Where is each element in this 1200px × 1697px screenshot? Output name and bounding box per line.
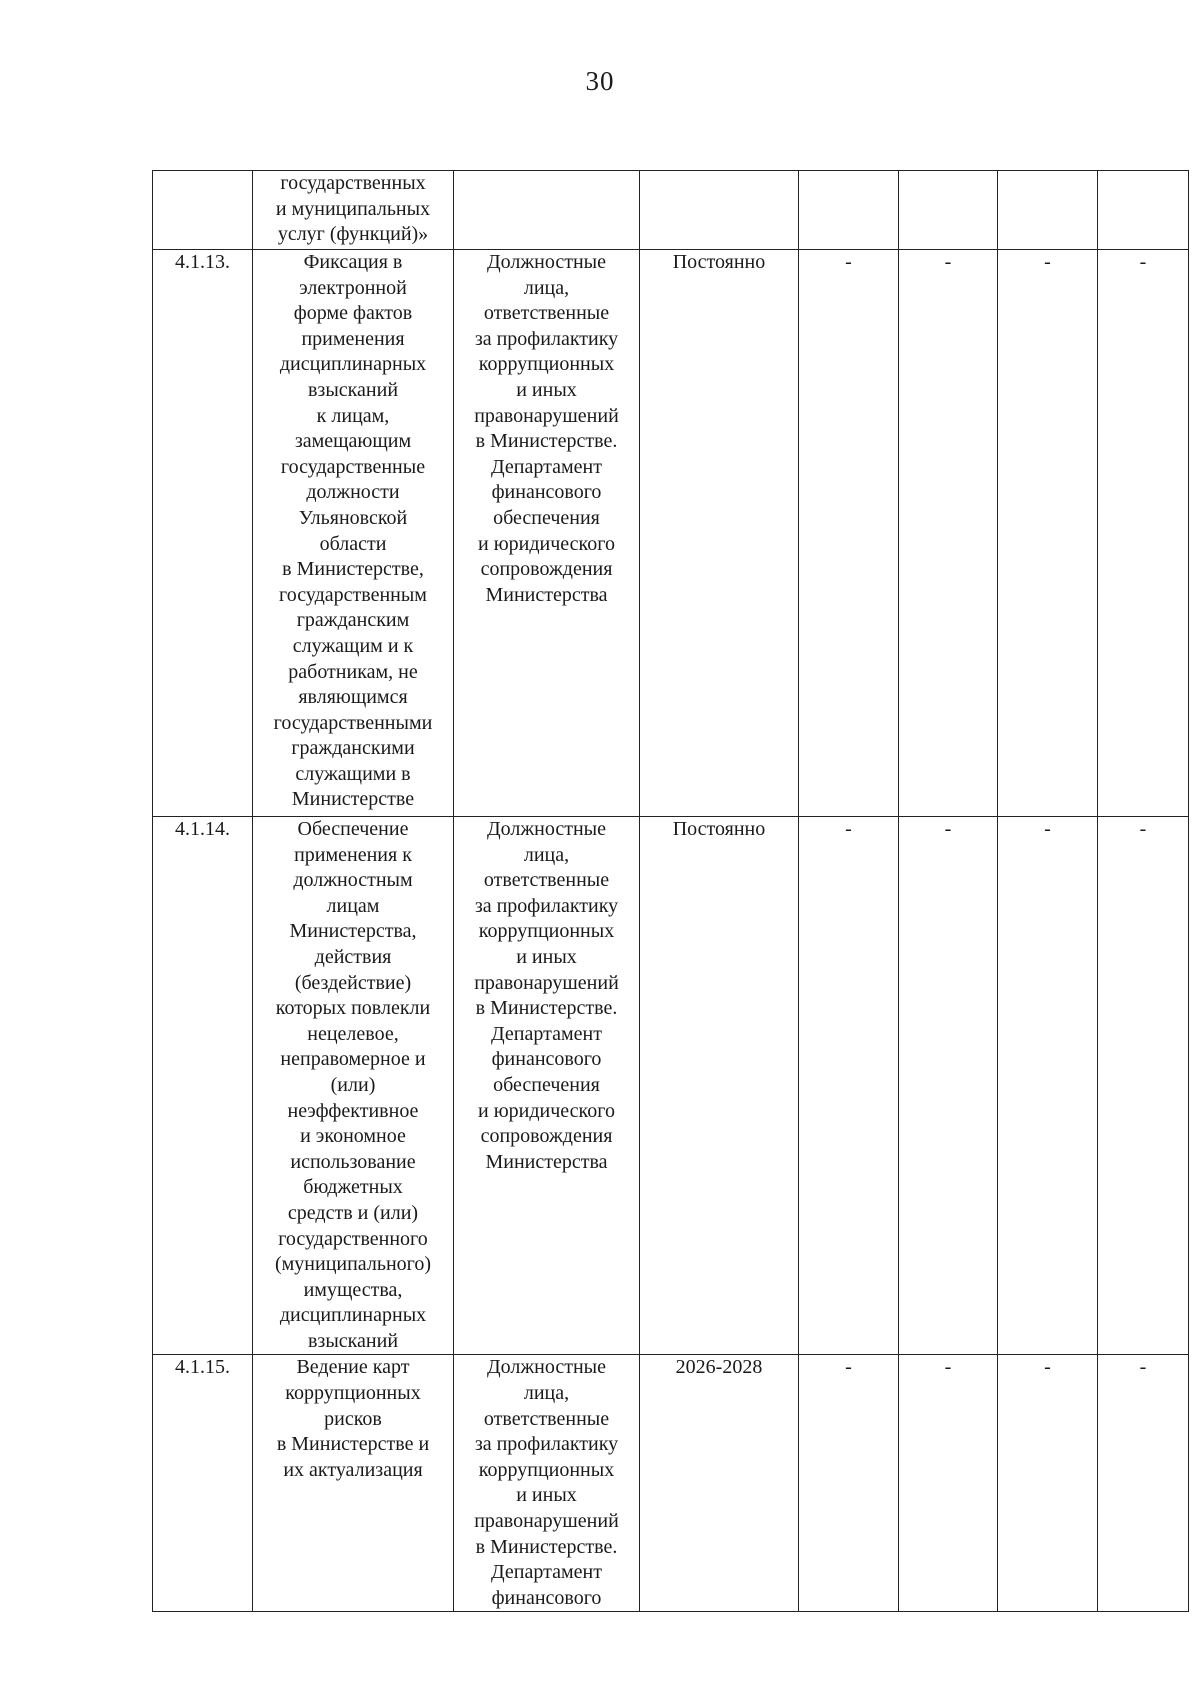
action-text: государственных и муниципальных услуг (функций)» bbox=[275, 172, 431, 246]
item-number: 4.1.14. bbox=[153, 817, 253, 1355]
responsible-text: Должностные лица, ответственные за профилактику коррупционных и иных правонарушений в Министерстве. Департамент финансового обеспечения и юридического сопровождения Министерства bbox=[474, 251, 619, 606]
measures-table bbox=[152, 170, 1189, 1612]
responsible-parties bbox=[454, 171, 640, 250]
action-text: Фиксация в электронной форме фактов применения дисциплинарных взысканий к лицам, замещающим государственные должности Ульяновской области в Министерстве, государственным гражданским служащим и к работникам, не являющимся государственными гражданскими служащими в Министерстве bbox=[273, 251, 433, 811]
value-cell: - bbox=[1098, 250, 1189, 817]
value-cell: - bbox=[799, 1355, 899, 1612]
execution-period: Постоянно bbox=[640, 250, 799, 817]
value-cell: - bbox=[1098, 817, 1189, 1355]
action-text: Обеспечение применения к должностным лицам Министерства, действия (бездействие) которых повлекли нецелевое, неправомерное и (или) неэффективное и экономное использование бюджетных средств и (или) государственного (муниципального) имущества, дисциплинарных взысканий bbox=[274, 818, 432, 1352]
table-row bbox=[153, 817, 1189, 1355]
responsible-parties bbox=[454, 817, 640, 1355]
table-row bbox=[153, 250, 1189, 817]
action-description bbox=[253, 171, 454, 250]
value-cell bbox=[799, 171, 899, 250]
responsible-text: Должностные лица, ответственные за профилактику коррупционных и иных правонарушений в Министерстве. Департамент финансового обеспечения и юридического сопровождения Министерства bbox=[474, 818, 619, 1173]
item-number: 4.1.15. bbox=[153, 1355, 253, 1612]
table-row bbox=[153, 171, 1189, 250]
execution-period: Постоянно bbox=[640, 817, 799, 1355]
responsible-parties bbox=[454, 250, 640, 817]
value-cell: - bbox=[799, 250, 899, 817]
execution-period bbox=[640, 171, 799, 250]
page-number: 30 bbox=[585, 66, 615, 96]
value-cell: - bbox=[998, 1355, 1098, 1612]
item-number bbox=[153, 171, 253, 250]
value-cell: - bbox=[899, 250, 998, 817]
value-cell bbox=[899, 171, 998, 250]
action-description bbox=[253, 1355, 454, 1612]
action-description bbox=[253, 250, 454, 817]
table-row bbox=[153, 1355, 1189, 1612]
value-cell: - bbox=[899, 817, 998, 1355]
value-cell: - bbox=[998, 817, 1098, 1355]
value-cell: - bbox=[1098, 1355, 1189, 1612]
value-cell: - bbox=[799, 817, 899, 1355]
item-number: 4.1.13. bbox=[153, 250, 253, 817]
value-cell: - bbox=[998, 250, 1098, 817]
action-description bbox=[253, 817, 454, 1355]
responsible-text: Должностные лица, ответственные за профилактику коррупционных и иных правонарушений в Министерстве. Департамент финансового bbox=[474, 1356, 619, 1609]
responsible-parties bbox=[454, 1355, 640, 1612]
value-cell: - bbox=[899, 1355, 998, 1612]
execution-period: 2026-2028 bbox=[640, 1355, 799, 1612]
value-cell bbox=[998, 171, 1098, 250]
value-cell bbox=[1098, 171, 1189, 250]
action-text: Ведение карт коррупционных рисков в Министерстве и их актуализация bbox=[276, 1356, 430, 1481]
